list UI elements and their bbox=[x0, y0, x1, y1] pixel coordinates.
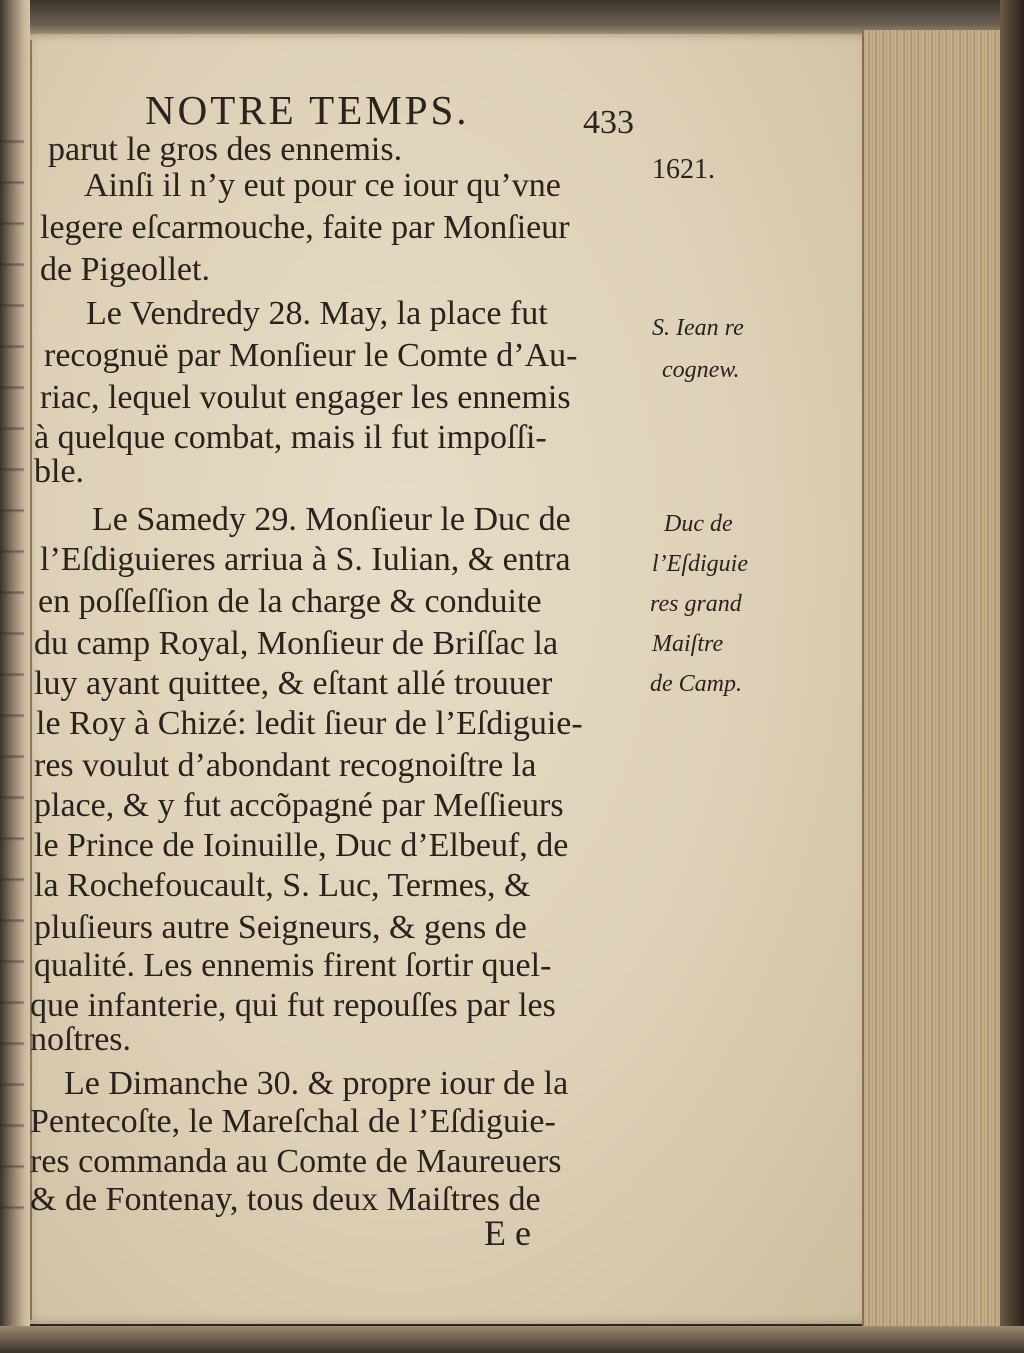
margin-note: res grand bbox=[650, 591, 742, 617]
text-line: Le Vendredy 28. May, la place fut bbox=[86, 295, 548, 332]
text-line: noſtres. bbox=[30, 1021, 132, 1058]
text-line: Ainſi il n’y eut pour ce iour qu’vne bbox=[84, 167, 561, 204]
margin-note: Duc de bbox=[664, 511, 733, 537]
margin-note: de Camp. bbox=[650, 671, 742, 697]
margin-note: l’Eſdiguie bbox=[652, 551, 748, 577]
text-line: à quelque combat, mais il fut impoſſi- bbox=[34, 419, 547, 456]
text-line: legere eſcarmouche, faite par Monſieur bbox=[40, 209, 570, 246]
text-line: luy ayant quittee, & eſtant allé trouuer bbox=[34, 665, 553, 702]
page-number: 433 bbox=[583, 104, 634, 141]
margin-note-year: 1621. bbox=[652, 154, 715, 185]
text-line: du camp Royal, Monſieur de Briſſac la bbox=[34, 625, 559, 662]
text-line: Le Dimanche 30. & propre iour de la bbox=[64, 1065, 569, 1102]
text-line: le Prince de Ioinuille, Duc d’Elbeuf, de bbox=[34, 827, 569, 864]
margin-note: cognew. bbox=[662, 357, 740, 383]
text-line: & de Fontenay, tous deux Maiſtres de bbox=[30, 1181, 541, 1218]
text-line: ble. bbox=[34, 453, 85, 490]
text-line: res commanda au Comte de Maureuers bbox=[30, 1143, 562, 1180]
text-line: de Pigeollet. bbox=[40, 251, 210, 288]
text-line: en poſſeſſion de la charge & conduite bbox=[38, 583, 542, 620]
text-line: parut le gros des ennemis. bbox=[48, 131, 403, 168]
signature-mark: E e bbox=[484, 1213, 531, 1253]
text-line: le Roy à Chizé: ledit ſieur de l’Eſdiguie- bbox=[36, 705, 583, 742]
text-line: la Rochefoucault, S. Luc, Termes, & bbox=[34, 867, 531, 904]
text-line: qualité. Les ennemis firent ſortir quel- bbox=[34, 947, 552, 984]
text-line: que infanterie, qui fut repouſſes par les bbox=[30, 987, 556, 1024]
text-line: Pentecoſte, le Mareſchal de l’Eſdiguie- bbox=[30, 1103, 556, 1140]
text-line: place, & y fut accõpagné par Meſſieurs bbox=[34, 787, 564, 824]
text-line: Le Samedy 29. Monſieur le Duc de bbox=[92, 501, 571, 538]
text-line: l’Eſdiguieres arriua à S. Iulian, & entra bbox=[40, 541, 571, 578]
text-line: recognuë par Monſieur le Comte d’Au- bbox=[44, 337, 578, 374]
text-line: res voulut d’abondant recognoiſtre la bbox=[34, 747, 537, 784]
text-line: pluſieurs autre Seigneurs, & gens de bbox=[34, 909, 527, 946]
margin-note: Maiſtre bbox=[652, 631, 724, 657]
text-line: riac, lequel voulut engager les ennemis bbox=[40, 379, 571, 416]
margin-note: S. Iean re bbox=[652, 315, 744, 341]
running-title: NOTRE TEMPS. bbox=[145, 87, 470, 133]
